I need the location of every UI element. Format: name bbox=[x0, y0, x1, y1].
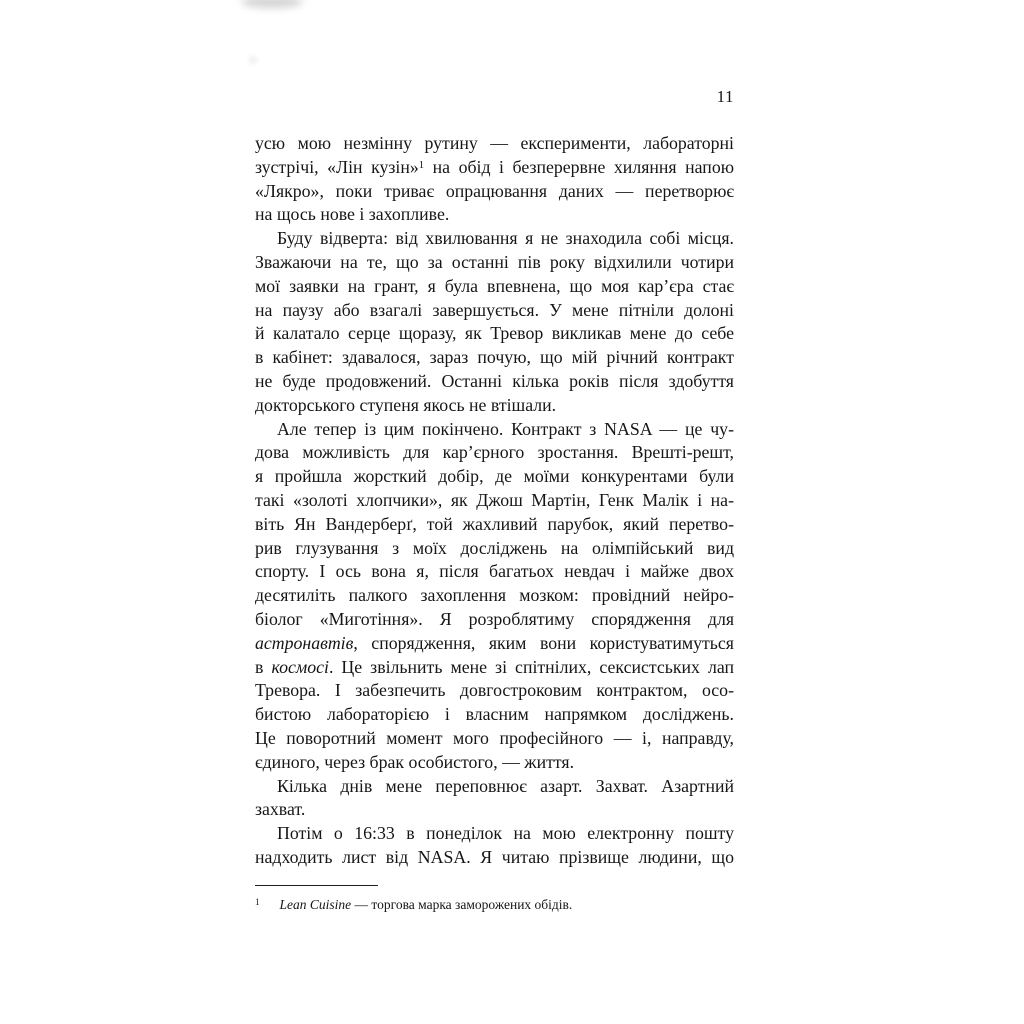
text-line bbox=[255, 632, 734, 656]
text-segment: на паузу або взагалі завершується. У мене пітніли долоні bbox=[255, 299, 734, 320]
text-line bbox=[255, 394, 734, 418]
text-line bbox=[255, 180, 734, 204]
text-line bbox=[255, 227, 734, 251]
text-block bbox=[255, 132, 734, 870]
text-line bbox=[255, 751, 734, 775]
paragraph bbox=[255, 775, 734, 823]
text-line bbox=[255, 798, 734, 822]
text-segment: на щось нове і захопливе. bbox=[255, 204, 450, 225]
text-line bbox=[255, 560, 734, 584]
footnote-body bbox=[280, 897, 573, 912]
text-line bbox=[255, 727, 734, 751]
text-line bbox=[255, 275, 734, 299]
text-line bbox=[255, 418, 734, 442]
text-line bbox=[255, 703, 734, 727]
text-line bbox=[255, 537, 734, 561]
text-segment: зустрічі, «Лін кузін» bbox=[255, 156, 419, 177]
text-line bbox=[255, 299, 734, 323]
paragraph bbox=[255, 822, 734, 870]
text-segment: дова можливість для кар’єрного зростання. Врешті-решт, bbox=[255, 442, 734, 463]
text-line bbox=[255, 513, 734, 537]
page-number: 11 bbox=[716, 87, 734, 106]
text-segment: віть Ян Вандерберґ, той жахливий парубок, який перетво- bbox=[255, 513, 734, 534]
text-line bbox=[255, 346, 734, 370]
text-line bbox=[255, 584, 734, 608]
text-segment: бистою лабораторією і власним напрямком досліджень. bbox=[255, 704, 734, 725]
text-line bbox=[255, 322, 734, 346]
text-segment: , спорядження, яким вони користуватимуться bbox=[353, 632, 734, 653]
text-segment: докторського ступеня якось не втішали. bbox=[255, 394, 557, 415]
text-segment: Це поворотний момент мого професійного — і, направду, bbox=[255, 727, 734, 748]
text-segment: мої заявки на грант, я була впевнена, що моя кар’єра стає bbox=[255, 275, 734, 296]
text-segment: «Лякро», поки триває опрацювання даних — перетворює bbox=[255, 180, 734, 201]
footnote bbox=[255, 885, 734, 914]
text-segment: — торгова марка заморожених обідів. bbox=[351, 897, 573, 912]
text-segment: Але тепер із цим покінчено. Контракт з NASA — це чу- bbox=[277, 418, 734, 439]
paragraph bbox=[255, 132, 734, 227]
text-segment: на обід і безперервне хиляння напою bbox=[424, 156, 734, 177]
text-segment: Зважаючи на те, що за останні пів року відхилили чотири bbox=[255, 251, 734, 272]
text-line bbox=[255, 132, 734, 156]
footnote-reference: 1 bbox=[418, 159, 425, 171]
text-segment: десятиліть палкого захоплення мозком: провідний нейро- bbox=[255, 585, 734, 606]
text-segment: й калатало серце щоразу, як Тревор викликав мене до себе bbox=[255, 323, 734, 344]
text-segment: надходить лист від NASA. Я читаю прізвище людини, що bbox=[255, 846, 734, 867]
text-segment: . Це звільнить мене зі спітнілих, сексистських лап bbox=[328, 656, 734, 677]
text-line bbox=[255, 822, 734, 846]
paragraph bbox=[255, 418, 734, 775]
print-artifact bbox=[241, 0, 303, 8]
text-line bbox=[255, 465, 734, 489]
text-segment: в bbox=[255, 656, 272, 677]
text-segment: в кабінет: здавалося, зараз почую, що мій річний контракт bbox=[255, 347, 734, 368]
text-segment: єдиного, через брак особистого, — життя. bbox=[255, 751, 575, 772]
text-line bbox=[255, 441, 734, 465]
text-segment: біолог «Миготіння». Я розроблятиму спорядження для bbox=[255, 608, 734, 629]
footnote-separator bbox=[255, 885, 378, 886]
text-segment: усю мою незмінну рутину — експерименти, лабораторні bbox=[255, 133, 734, 153]
text-line bbox=[255, 846, 734, 870]
text-segment: такі «золоті хлопчики», як Джош Мартін, Генк Малік і на- bbox=[255, 489, 734, 510]
text-segment: я пройшла жорсткий добір, де моїми конкурентами були bbox=[255, 466, 734, 487]
text-segment: Lean Cuisine bbox=[279, 897, 352, 912]
text-segment: Буду відверта: від хвилювання я не знаходила собі місця. bbox=[277, 228, 734, 249]
print-artifact bbox=[249, 56, 257, 64]
text-line bbox=[255, 156, 734, 180]
text-line bbox=[255, 775, 734, 799]
text-segment: Тревора. І забезпечить довгостроковим контрактом, осо- bbox=[255, 680, 734, 701]
text-segment: астронавтів bbox=[255, 632, 354, 653]
text-segment: не буде продовжений. Останні кілька років після здобуття bbox=[255, 370, 734, 391]
text-line bbox=[255, 251, 734, 275]
text-segment: спорту. І ось вона я, після багатьох невдач і майже двох bbox=[255, 561, 734, 582]
text-line bbox=[255, 608, 734, 632]
text-line bbox=[255, 370, 734, 394]
text-line bbox=[255, 203, 734, 227]
text-segment: Кілька днів мене переповнює азарт. Захват. Азартний bbox=[277, 775, 734, 796]
footnote-text bbox=[255, 897, 734, 914]
text-line bbox=[255, 489, 734, 513]
footnote-marker: 1 bbox=[255, 896, 260, 907]
text-line bbox=[255, 656, 734, 680]
text-segment: Потім о 16:33 в понеділок на мою електронну пошту bbox=[277, 823, 734, 844]
text-segment: космосі bbox=[271, 656, 329, 677]
text-line bbox=[255, 679, 734, 703]
text-segment: рив глузування з моїх досліджень на олімпійський вид bbox=[255, 537, 734, 558]
text-segment: захват. bbox=[255, 799, 306, 820]
paragraph bbox=[255, 227, 734, 417]
